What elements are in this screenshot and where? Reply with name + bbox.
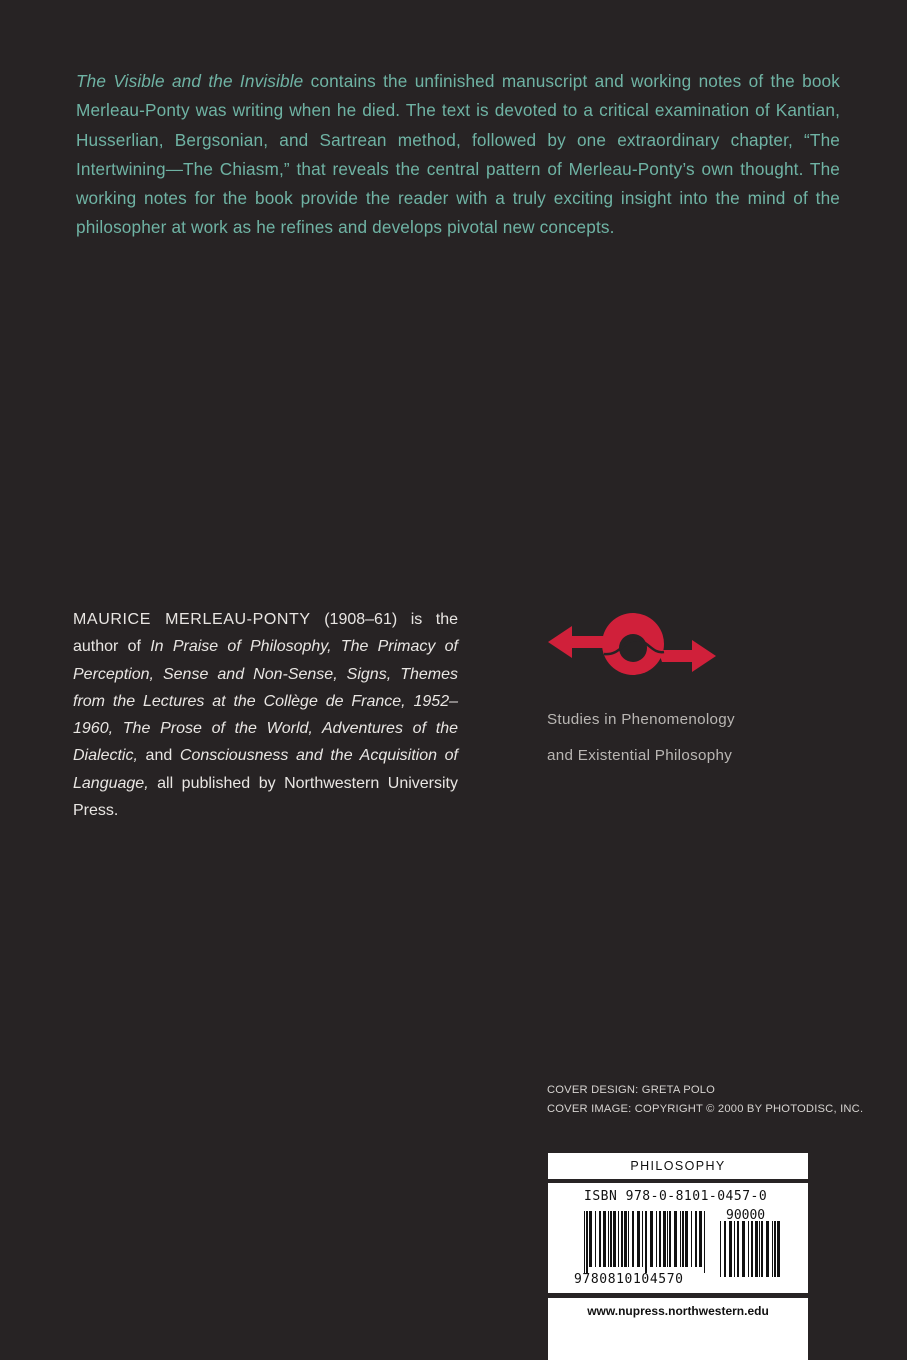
ean-digits: 9780810104570 [574, 1272, 684, 1287]
bio-conjunction: and [137, 747, 180, 765]
barcode-bar [729, 1221, 732, 1277]
barcode-bar [685, 1211, 688, 1267]
series-logo-icon [548, 610, 718, 678]
barcode-bar [610, 1211, 612, 1267]
barcode-bar [742, 1221, 745, 1277]
barcode-bar [656, 1211, 657, 1267]
author-bio [73, 606, 458, 824]
barcode-bar [737, 1221, 739, 1277]
barcode-bar [720, 1221, 721, 1277]
barcode-bar [603, 1211, 606, 1267]
barcode-bar [584, 1211, 585, 1273]
author-name: MAURICE MERLEAU-PONTY [73, 611, 311, 628]
barcode-bar [595, 1211, 596, 1267]
barcode-bar [667, 1211, 668, 1267]
author-works-last: Consciousness and the Acquisition of Language, [73, 747, 459, 792]
barcode-bar [774, 1221, 776, 1277]
barcode-bar [586, 1211, 588, 1273]
barcode-bar [608, 1211, 609, 1267]
barcode-bar [663, 1211, 666, 1267]
barcode-bar [695, 1211, 697, 1267]
book-title: The Visible and the Invisible [76, 71, 304, 91]
addon-price-code: 90000 [726, 1208, 766, 1223]
barcode-bar [759, 1221, 760, 1277]
barcode-bar [734, 1221, 735, 1277]
author-works-list: In Praise of Philosophy, The Primacy of Perception, Sense and Non-Sense, Signs, Themes from the Lectures at the Collège de France, 1952–1960, The Prose of the World, Adventures of the Dialectic, [73, 638, 458, 765]
barcode-bar [621, 1211, 623, 1267]
barcode-bar [669, 1211, 671, 1267]
barcode-bar [645, 1211, 647, 1273]
barcode-bar [755, 1221, 758, 1277]
barcode [548, 1183, 808, 1293]
barcode-bar [637, 1211, 640, 1267]
isbn-number: ISBN 978-0-8101-0457-0 [584, 1189, 768, 1204]
series-name-line1: Studies in Phenomenology [547, 711, 735, 728]
barcode-bar [632, 1211, 634, 1267]
category-label: PHILOSOPHY [548, 1153, 808, 1179]
barcode-bar [659, 1211, 661, 1267]
cover-credits [547, 1081, 863, 1119]
barcode-bar [699, 1211, 702, 1267]
publisher-url-panel [548, 1298, 808, 1360]
barcode-bar [704, 1211, 705, 1273]
barcode-bar [624, 1211, 627, 1267]
barcode-bar [761, 1221, 763, 1277]
series-name-line2: and Existential Philosophy [547, 747, 733, 764]
barcode-bar [691, 1211, 692, 1267]
bio-publisher: all published by Northwestern University Press. [73, 774, 458, 820]
barcode-bar [628, 1211, 629, 1267]
author-dates: (1908–61) is the author of [73, 611, 459, 656]
barcode-bar [777, 1221, 780, 1277]
barcode-bar [599, 1211, 601, 1267]
cover-image-credit: COVER IMAGE: COPYRIGHT © 2000 BY PHOTODISC, INC. [547, 1103, 864, 1115]
barcode-bar [751, 1221, 753, 1277]
barcode-bar [642, 1211, 643, 1267]
barcode-bar [724, 1221, 726, 1277]
barcode-bar [748, 1221, 749, 1277]
barcode-bar [680, 1211, 681, 1267]
book-description [76, 67, 840, 243]
barcode-bar [674, 1211, 677, 1267]
barcode-bar [589, 1211, 592, 1267]
barcode-bar [613, 1211, 616, 1267]
barcode-bar [650, 1211, 653, 1267]
barcode-bar [772, 1221, 773, 1277]
description-text: contains the unfinished manuscript and working notes of the book Merleau-Ponty was writing when he died. The text is devoted to a critical examination of Kantian, Husserlian, Bergsonian, and Sartrean method, followed by one extraordinary chapter, “The Intertwining—The Chiasm,” that reveals the central pattern of Merleau-Ponty’s own thought. The working notes for the book provide the reader with a truly exciting insight into the mind of the philosopher at work as he refines and develops pivotal new concepts. [76, 71, 840, 238]
barcode-bar [766, 1221, 769, 1277]
publisher-website: www.nupress.northwestern.edu [587, 1304, 769, 1318]
barcode-bar [618, 1211, 619, 1267]
barcode-bar [682, 1211, 684, 1267]
cover-design-credit: COVER DESIGN: GRETA POLO [547, 1084, 716, 1096]
